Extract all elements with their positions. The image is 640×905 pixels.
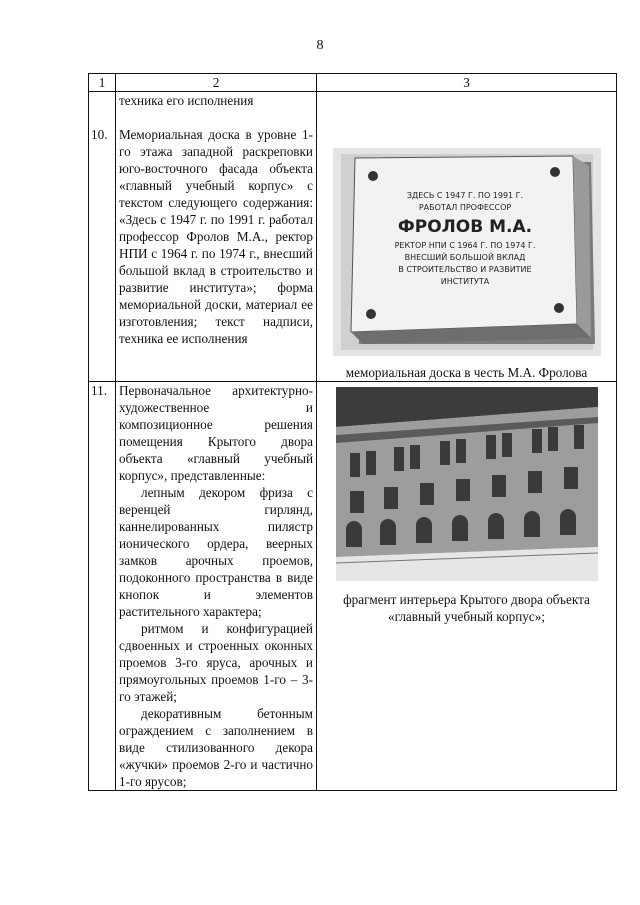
header-col-3: 3 [317,74,617,92]
plaque-line-5: ВНЕСШИЙ БОЛЬШОЙ ВКЛАД [404,253,525,262]
plaque-line-7: ИНСТИТУТА [440,277,489,286]
page-number: 8 [316,38,324,53]
covered-courtyard-photo [336,387,598,581]
monument-elements-table [88,73,617,791]
row-11-description-cell [116,382,317,791]
row-10-number-cell [89,92,116,382]
row-10-description: Мемориальная доска в уровне 1-го этажа западной раскреповки юго-восточного фасада объекта «главный учебный корпус» с текстом следующего содержания: «Здесь с 1947 г. по 1991 г. работал профессор Фролов М.А., ректор НПИ с 1964 г. по 1974 г., внесший большой вклад в строительство и развитие института»; форма мемориальной доски, материал ее изготовления; текст надписи, техника ее исполнения [119,127,313,346]
continuation-text: техника его исполнения [119,93,254,108]
header-col-2: 2 [116,74,317,92]
row-11-number: 11. [91,383,107,398]
row-11-paragraph-1: лепным декором фриза с веренцей гирлянд, каннелированных пилястр ионического ордера, веерных замков арочных проемов, подоконного пространства в виде кнопок и элементов растительного характера; [119,485,313,619]
table-row-11 [89,382,617,791]
row-11-image-cell [317,382,617,791]
table-row-10 [89,92,617,382]
header-col-1: 1 [89,74,116,92]
plaque-line-2: РАБОТАЛ ПРОФЕССОР [418,203,511,212]
plaque-line-1: ЗДЕСЬ С 1947 Г. ПО 1991 Г. [406,191,523,200]
row-11-caption: фрагмент интерьера Крытого двора объекта «главный учебный корпус»; [343,592,590,624]
row-11-paragraph-3: декоративным бетонным ограждением с заполнением в виде стилизованного декора «жучки» проемов 2-го и частично 1-го ярусов; [119,706,313,789]
plaque-line-6: В СТРОИТЕЛЬСТВО И РАЗВИТИЕ [397,265,532,274]
plaque-line-3: ФРОЛОВ М.А. [397,217,532,237]
row-11-number-cell [89,382,116,791]
row-10-caption: мемориальная доска в честь М.А. Фролова [345,365,588,380]
row-10-image-cell [317,92,617,382]
row-11-intro: Первоначальное архитектурно-художественное и композиционное решения помещения Крытого двора объекта «главный учебный корпус», представленные: [119,383,313,483]
plaque-line-4: РЕКТОР НПИ С 1964 Г. ПО 1974 Г. [394,241,535,250]
table-header-row [89,74,617,92]
memorial-plaque-photo [333,148,601,356]
row-10-description-cell [116,92,317,382]
row-11-paragraph-2: ритмом и конфигурацией сдвоенных и строенных оконных проемов 3-го яруса, арочных и прямоугольных проемов 1-го – 3-го этажей; [119,621,313,704]
row-10-number: 10. [91,127,108,142]
